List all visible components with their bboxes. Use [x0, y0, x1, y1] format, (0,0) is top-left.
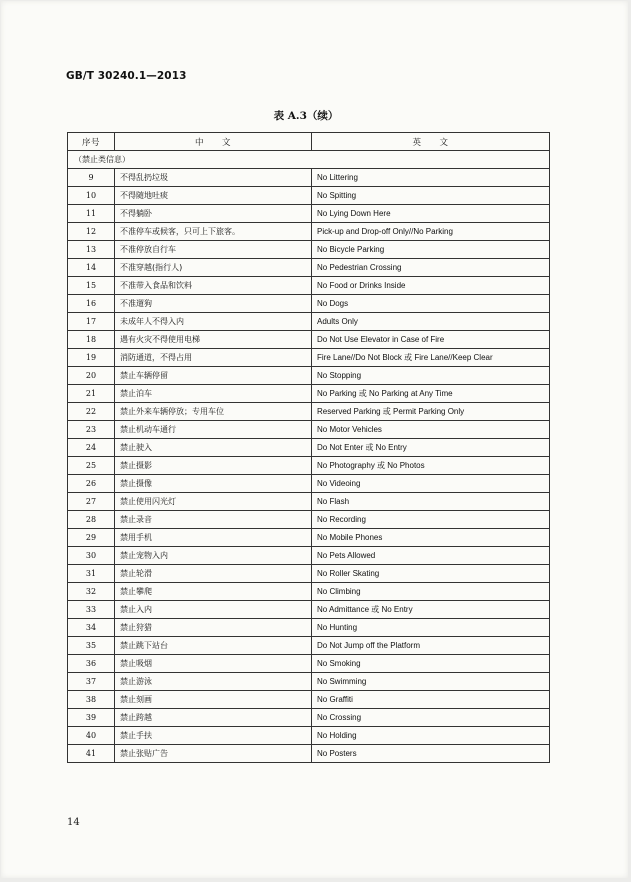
row-english: No Recording	[312, 511, 550, 529]
row-chinese: 禁止狩猎	[115, 619, 312, 637]
row-number: 34	[68, 619, 115, 637]
row-chinese: 不准穿越(指行人)	[115, 259, 312, 277]
row-number: 15	[68, 277, 115, 295]
column-header-english: 英 文	[312, 133, 550, 151]
table-row	[68, 619, 550, 637]
row-english: No Smoking	[312, 655, 550, 673]
table-row	[68, 583, 550, 601]
row-chinese: 禁止驶入	[115, 439, 312, 457]
row-chinese: 不准停车或候客，只可上下旅客。	[115, 223, 312, 241]
row-chinese: 禁止跳下站台	[115, 637, 312, 655]
row-chinese: 禁止入内	[115, 601, 312, 619]
row-number: 13	[68, 241, 115, 259]
row-english: Do Not Jump off the Platform	[312, 637, 550, 655]
table-row	[68, 565, 550, 583]
table-row	[68, 169, 550, 187]
row-chinese: 不得躺卧	[115, 205, 312, 223]
terms-table	[67, 132, 550, 763]
table-row	[68, 421, 550, 439]
row-english: No Hunting	[312, 619, 550, 637]
row-number: 20	[68, 367, 115, 385]
row-number: 37	[68, 673, 115, 691]
row-chinese: 消防通道，不得占用	[115, 349, 312, 367]
row-english: No Dogs	[312, 295, 550, 313]
row-english: No Food or Drinks Inside	[312, 277, 550, 295]
table-row	[68, 727, 550, 745]
row-chinese: 遇有火灾不得使用电梯	[115, 331, 312, 349]
standard-id: GB/T 30240.1—2013	[66, 70, 187, 82]
row-english: Adults Only	[312, 313, 550, 331]
document-page	[1, 1, 628, 878]
table-row	[68, 601, 550, 619]
row-chinese: 禁止机动车通行	[115, 421, 312, 439]
row-english: No Posters	[312, 745, 550, 763]
row-number: 18	[68, 331, 115, 349]
row-chinese: 不得乱扔垃圾	[115, 169, 312, 187]
row-number: 36	[68, 655, 115, 673]
page-number: 14	[67, 817, 80, 828]
row-number: 32	[68, 583, 115, 601]
row-number: 24	[68, 439, 115, 457]
table-row	[68, 331, 550, 349]
row-english: No Pets Allowed	[312, 547, 550, 565]
row-chinese: 禁用手机	[115, 529, 312, 547]
row-number: 23	[68, 421, 115, 439]
table-row	[68, 637, 550, 655]
row-chinese: 禁止摄影	[115, 457, 312, 475]
row-english: No Roller Skating	[312, 565, 550, 583]
table-row	[68, 403, 550, 421]
row-number: 22	[68, 403, 115, 421]
table-row	[68, 367, 550, 385]
table-row	[68, 295, 550, 313]
row-number: 31	[68, 565, 115, 583]
table-row	[68, 259, 550, 277]
row-chinese: 未成年人不得入内	[115, 313, 312, 331]
row-chinese: 禁止攀爬	[115, 583, 312, 601]
table-row	[68, 691, 550, 709]
row-number: 12	[68, 223, 115, 241]
row-chinese: 禁止轮滑	[115, 565, 312, 583]
table-title: 表 A.3（续）	[273, 110, 339, 122]
row-english: Fire Lane//Do Not Block 或 Fire Lane//Keep Clear	[312, 349, 550, 367]
row-english: No Pedestrian Crossing	[312, 259, 550, 277]
row-number: 26	[68, 475, 115, 493]
row-chinese: 不准带入食品和饮料	[115, 277, 312, 295]
table-row	[68, 385, 550, 403]
table-row	[68, 457, 550, 475]
table-row	[68, 187, 550, 205]
row-english: No Spitting	[312, 187, 550, 205]
table-row	[68, 511, 550, 529]
row-number: 9	[68, 169, 115, 187]
category-row	[68, 151, 550, 169]
row-number: 28	[68, 511, 115, 529]
row-english: No Climbing	[312, 583, 550, 601]
row-chinese: 禁止游泳	[115, 673, 312, 691]
category-label: （禁止类信息）	[68, 151, 550, 169]
row-english: No Admittance 或 No Entry	[312, 601, 550, 619]
row-english: Pick-up and Drop-off Only//No Parking	[312, 223, 550, 241]
row-number: 30	[68, 547, 115, 565]
table-row	[68, 529, 550, 547]
row-english: No Littering	[312, 169, 550, 187]
row-chinese: 禁止录音	[115, 511, 312, 529]
row-number: 14	[68, 259, 115, 277]
table-row	[68, 313, 550, 331]
row-chinese: 禁止外来车辆停放；专用车位	[115, 403, 312, 421]
row-chinese: 禁止泊车	[115, 385, 312, 403]
table-header-row	[68, 133, 550, 151]
row-number: 38	[68, 691, 115, 709]
row-number: 19	[68, 349, 115, 367]
row-english: No Graffiti	[312, 691, 550, 709]
table-row	[68, 475, 550, 493]
row-chinese: 禁止使用闪光灯	[115, 493, 312, 511]
table-row	[68, 655, 550, 673]
row-english: No Photography 或 No Photos	[312, 457, 550, 475]
row-chinese: 禁止宠物入内	[115, 547, 312, 565]
row-chinese: 禁止手扶	[115, 727, 312, 745]
row-chinese: 不得随地吐痰	[115, 187, 312, 205]
row-english: No Crossing	[312, 709, 550, 727]
table-row	[68, 277, 550, 295]
table-row	[68, 439, 550, 457]
column-header-chinese: 中 文	[115, 133, 312, 151]
row-english: Do Not Enter 或 No Entry	[312, 439, 550, 457]
row-chinese: 不准遛狗	[115, 295, 312, 313]
row-english: Reserved Parking 或 Permit Parking Only	[312, 403, 550, 421]
row-chinese: 禁止张贴广告	[115, 745, 312, 763]
row-chinese: 禁止摄像	[115, 475, 312, 493]
table-row	[68, 349, 550, 367]
row-number: 25	[68, 457, 115, 475]
row-english: Do Not Use Elevator in Case of Fire	[312, 331, 550, 349]
row-number: 21	[68, 385, 115, 403]
table-row	[68, 241, 550, 259]
row-number: 10	[68, 187, 115, 205]
row-english: No Holding	[312, 727, 550, 745]
row-chinese: 禁止跨越	[115, 709, 312, 727]
row-english: No Bicycle Parking	[312, 241, 550, 259]
row-number: 41	[68, 745, 115, 763]
row-english: No Lying Down Here	[312, 205, 550, 223]
row-chinese: 禁止刻画	[115, 691, 312, 709]
row-number: 35	[68, 637, 115, 655]
row-number: 17	[68, 313, 115, 331]
row-chinese: 不准停放自行车	[115, 241, 312, 259]
row-number: 33	[68, 601, 115, 619]
row-english: No Mobile Phones	[312, 529, 550, 547]
table-row	[68, 223, 550, 241]
row-chinese: 禁止吸烟	[115, 655, 312, 673]
table-row	[68, 547, 550, 565]
row-english: No Parking 或 No Parking at Any Time	[312, 385, 550, 403]
row-english: No Stopping	[312, 367, 550, 385]
column-header-no: 序号	[68, 133, 115, 151]
row-chinese: 禁止车辆停留	[115, 367, 312, 385]
row-number: 16	[68, 295, 115, 313]
row-number: 11	[68, 205, 115, 223]
row-number: 29	[68, 529, 115, 547]
row-english: No Flash	[312, 493, 550, 511]
table-row	[68, 745, 550, 763]
table-row	[68, 673, 550, 691]
table-row	[68, 493, 550, 511]
table-row	[68, 709, 550, 727]
row-english: No Videoing	[312, 475, 550, 493]
table-row	[68, 205, 550, 223]
row-english: No Swimming	[312, 673, 550, 691]
row-number: 27	[68, 493, 115, 511]
row-number: 40	[68, 727, 115, 745]
row-english: No Motor Vehicles	[312, 421, 550, 439]
row-number: 39	[68, 709, 115, 727]
